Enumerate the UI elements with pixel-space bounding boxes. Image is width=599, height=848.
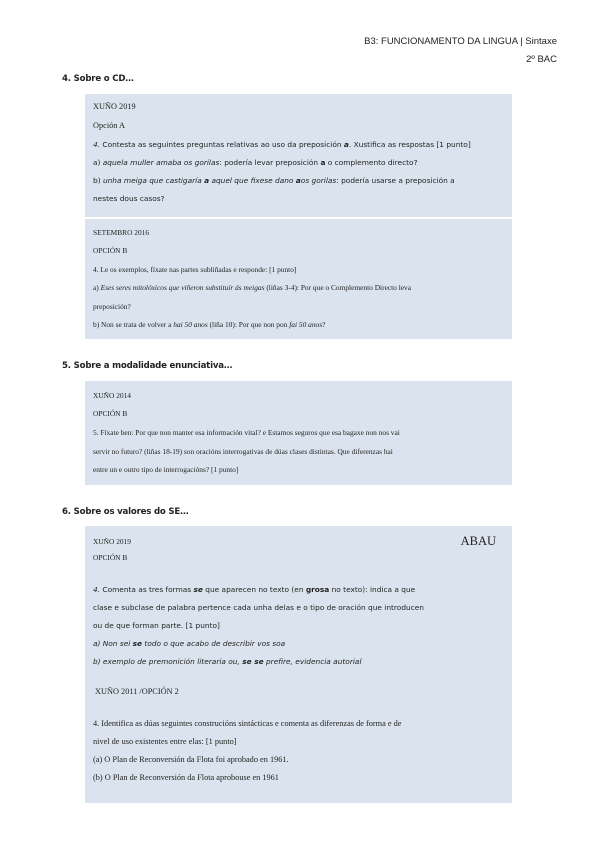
- question-item-b: b) exemplo de premonición literaria ou, se se prefire, evidencia autorial: [93, 657, 362, 666]
- question-text-cont: entre un e outro tipo de interrogacións? [1 punto]: [93, 465, 239, 474]
- section-heading-se: 6. Sobre os valores do SE…: [62, 507, 189, 517]
- question-item-b: b) Non se trata de volver a hai 50 anos (liña 10): Por que non pon fai 50 anos?: [93, 320, 326, 329]
- exam-option: OPCIÓN B: [93, 246, 128, 255]
- exam-date: SETEMBRO 2016: [93, 228, 150, 237]
- question-text: 4. Comenta as tres formas se que aparecen no texto (en grosa no texto): indica a que: [93, 585, 416, 594]
- exam-option: OPCIÓN B: [93, 409, 128, 418]
- exam-date: XUÑO 2019: [93, 537, 131, 546]
- exam-date: XUÑO 2019: [93, 102, 136, 111]
- exercise-box-cd: [85, 94, 512, 339]
- question-text-cont: ou de que forman parte. [1 punto]: [93, 621, 220, 630]
- question-text: 4. Le os exemplos, fíxate nas partes subliñadas e responde: [1 punto]: [93, 265, 297, 274]
- exam-date: XUÑO 2014: [93, 391, 131, 400]
- exercise-box-modalidade: [85, 381, 512, 485]
- section-heading-modalidade: 5. Sobre a modalidade enunciativa…: [62, 361, 233, 371]
- question-text: 4. Identifica as dúas seguintes construcións sintácticas e comenta as diferenzas de forma e de: [93, 719, 402, 728]
- question-item-b: (b) O Plan de Reconversión da Flota aprobouse en 1961: [93, 773, 279, 782]
- question-item-a: a) aquela muller amaba os gorilas: podería levar preposición a o complemento directo?: [93, 158, 418, 167]
- question-item-a: a) Eses seres mitolóxicos que viñeron substituír ás meigas (liñas 3-4): Por que o Complemento Directo leva: [93, 283, 412, 292]
- exam-date-option: XUÑO 2011 /OPCIÓN 2: [95, 687, 179, 696]
- question-text: 4. Contesta as seguintes preguntas relativas ao uso da preposición a. Xustifica as respostas [1 punto]: [93, 140, 471, 149]
- header-course: 2º BAC: [526, 54, 557, 65]
- header-title: B3: FUNCIONAMENTO DA LINGUA | Sintaxe: [364, 36, 557, 47]
- question-item-b-cont: nestes dous casos?: [93, 194, 165, 203]
- section-heading-cd: 4. Sobre o CD…: [62, 74, 134, 84]
- exam-option: Opción A: [93, 121, 126, 130]
- question-item-a: a) Non sei se todo o que acabo de describir vos soa: [93, 639, 286, 648]
- exam-option: OPCIÓN B: [93, 553, 128, 562]
- box-divider: [85, 217, 512, 219]
- abau-label: ABAU: [460, 534, 496, 548]
- question-item-b: b) unha meiga que castigaría a aquel que fixese dano aos gorilas: podería usarse a preposición a: [93, 176, 455, 185]
- question-text-cont: nivel de uso existentes entre elas: [1 punto]: [93, 737, 237, 746]
- question-text: 5. Fíxate ben: Por que non manter esa información vital? e Estamos seguros que esa bagaxe non nos vai: [93, 428, 400, 437]
- exercise-box-se: [85, 526, 512, 803]
- question-text-cont: clase e subclase de palabra pertence cada unha delas e o tipo de oración que introducen: [93, 603, 424, 612]
- question-item-a: (a) O Plan de Reconversión da Flota foi aprobado en 1961.: [93, 755, 289, 764]
- question-text-cont: servir no futuro? (liñas 18-19) son oracións interrogativas de dúas clases distintas. Que diferenzas hai: [93, 447, 393, 456]
- question-item-a-cont: preposición?: [93, 302, 131, 311]
